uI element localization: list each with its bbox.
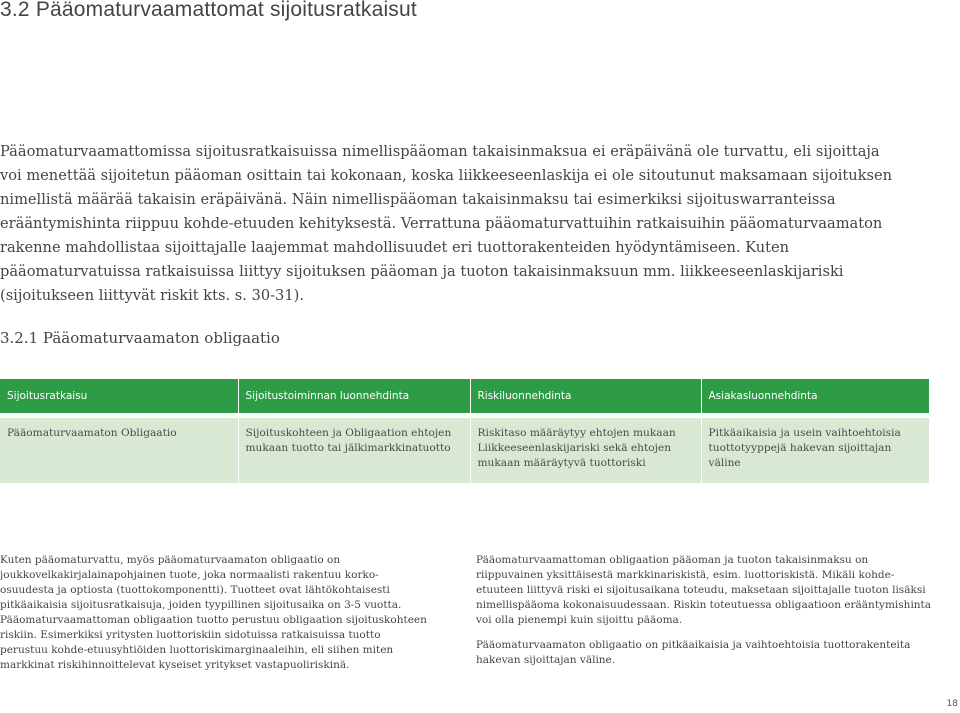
page-number: 18 xyxy=(946,699,958,709)
header-cell-risk: Riskiluonnehdinta xyxy=(470,379,701,416)
table-cell-risk: Riskitaso määräytyy ehtojen mukaan Liikkeeseenlaskijariski sekä ehtojen mukaan määräytyvä tuottoriski xyxy=(470,416,701,484)
table-cell-customer: Pitkäaikaisia ja usein vaihtoehtoisia tuottotyyppejä hakevan sijoittajan väline xyxy=(701,416,929,484)
header-cell-customer: Asiakasluonnehdinta xyxy=(701,379,929,416)
section-title: 3.2 Pääomaturvaamattomat sijoitusratkaisut xyxy=(0,0,417,21)
right-column-paragraph: Pääomaturvaamattoman obligaation pääoman ja tuoton takaisinmaksu on riippuvainen yksittäisestä markkinariskistä, esim. luottoriskistä. Mikäli kohde-etuuteen liittyvä riski ei sijoitusaikana toteudu, maksetaan sijoittajalle tuoton lisäksi nimellispääoma kokonaisuudessaan. Riskin toteutuessa obligaatioon erääntymishinta voi olla pienempi kuin sijoittu pääoma. xyxy=(476,554,932,626)
table-cell-solution: Pääomaturvaamaton Obligaatio xyxy=(0,416,238,484)
table-header-row xyxy=(0,379,929,416)
header-cell-activity: Sijoitustoiminnan luonnehdinta xyxy=(238,379,470,416)
right-column xyxy=(476,553,936,678)
table-row xyxy=(0,416,929,484)
left-column-text: Kuten pääomaturvattu, myös pääomaturvaamaton obligaatio on joukkovelkakirjalainapohjainen tuote, joka normaalisti rakentuu korko-osuudesta ja optiosta (tuottokomponentti). Tuotteet ovat lähtökohtaisesti pitkäaikaisia sijoitusratkaisuja, joiden tyypillinen sijoitusaika on 3-5 vuotta. Pääomaturvaamattoman obligaation tuotto perustuu obligaation sijoituskohteen riskiin. Esimerkiksi yritysten luottoriskiin sidotuissa ratkaisuissa tuotto perustuu kohde-etuusyhtiöiden luottoriskimarginaaleihin, eli siihen miten markkinat riskihinnoittelevat kyseiset yritykset vastapuoliriskinä. xyxy=(0,554,427,671)
intro-paragraph: Pääomaturvaamattomissa sijoitusratkaisuissa nimellispääoman takaisinmaksua ei eräpäivänä ole turvattu, eli sijoittaja voi menettää sijoitetun pääoman osittain tai kokonaan, koska liikkeeseenlaskija ei ole sitoutunut maksamaan sijoituksen nimellistä määrää takaisin eräpäivänä. Näin nimellispääoman takaisinmaksu tai esimerkiksi sijoituswarranteissa erääntymishinta riippuu kohde-etuuden kehityksestä. Verrattuna pääomaturvattuihin ratkaisuihin pääomaturvaamaton rakenne mahdollistaa sijoittajalle laajemmat mahdollisuudet eri tuottorakenteiden hyödyntämiseen. Kuten pääomaturvatuissa ratkaisuissa liittyy sijoituksen pääoman ja tuoton takaisinmaksuun mm. liikkeeseenlaskijariski (sijoitukseen liittyvät riskit kts. s. 30-31). xyxy=(0,143,893,304)
right-column-paragraph: Pääomaturvaamaton obligaatio on pitkäaikaisia ja vaihtoehtoisia tuottorakenteita hakevan sijoittajan väline. xyxy=(476,639,911,666)
investment-table xyxy=(0,379,929,483)
header-cell-solution: Sijoitusratkaisu xyxy=(0,379,238,416)
table-cell-activity: Sijoituskohteen ja Obligaation ehtojen mukaan tuotto tai jälkimarkkinatuotto xyxy=(238,416,470,484)
subsection-title: 3.2.1 Pääomaturvaamaton obligaatio xyxy=(0,329,280,347)
